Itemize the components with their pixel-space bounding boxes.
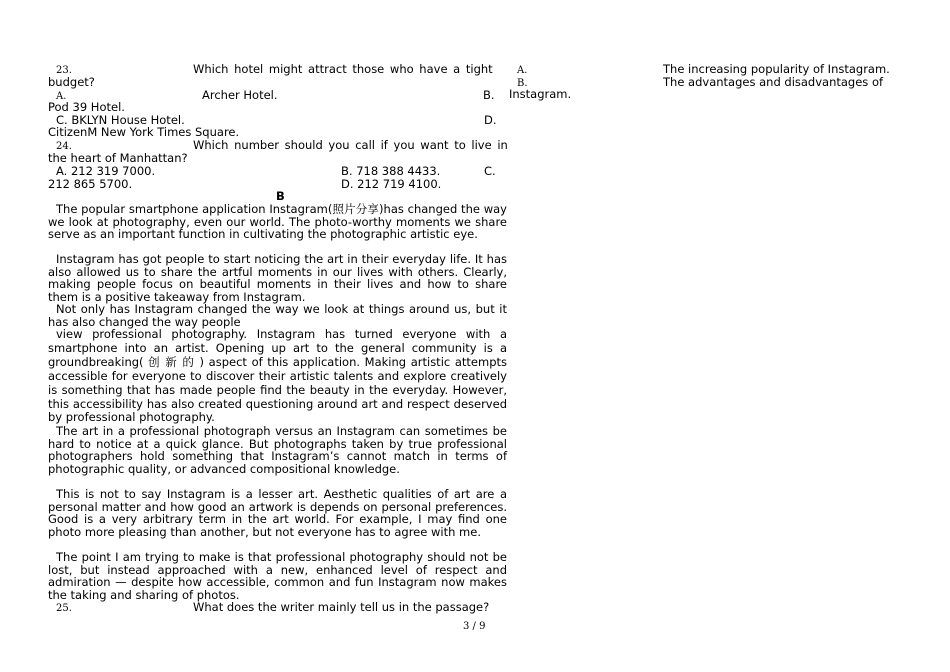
q23-stem-line2: budget? <box>48 75 95 89</box>
q25-option-a-label: A. <box>517 65 528 76</box>
page-number: 3 / 9 <box>463 621 486 632</box>
q24-option-a: A. 212 319 7000. <box>56 164 156 178</box>
q25-option-b-text-line1: The advantages and disadvantages of <box>663 75 884 89</box>
section-b-title: B <box>276 189 285 203</box>
q23-option-d-text: CitizenM New York Times Square. <box>48 125 240 139</box>
q23-stem-line1: Which hotel might attract those who have a tight <box>193 62 493 76</box>
passage-paragraph-3: Not only has Instagram changed the way we look at things around us, but it has also changed the way people <box>48 302 507 329</box>
q23-option-a-text: Archer Hotel. <box>202 88 278 102</box>
q23-option-d-label: D. <box>484 113 497 127</box>
q24-stem-line1: Which number should you call if you want to live in <box>193 138 508 152</box>
q25-option-b-text-line2: Instagram. <box>509 87 572 101</box>
q23-option-b-label: B. <box>483 88 495 102</box>
q23-option-b-text: Pod 39 Hotel. <box>48 100 125 114</box>
q25-option-a-text: The increasing popularity of Instagram. <box>663 62 890 76</box>
q25-option-b-label: B. <box>517 78 528 89</box>
q24-stem-line2: the heart of Manhattan? <box>48 151 188 165</box>
q24-option-c-label: C. <box>484 164 496 178</box>
q24-option-b: B. 718 388 4433. <box>341 164 441 178</box>
passage-paragraph-1: The popular smartphone application Instagram(照片分享)has changed the way we look at photography, even our world. The photo-worthy moments we share serve as an important function in cultivating the photographic artistic eye. <box>48 202 507 242</box>
passage-paragraph-6: This is not to say Instagram is a lesser art. Aesthetic qualities of art are a personal matter and how good an artwork is depends on personal preferences. Good is a very arbitrary term in the art world. For example, I may find one photo more pleasing than another, but not everyone has to agree with me. <box>48 487 507 539</box>
q24-option-d: D. 212 719 4100. <box>341 177 442 191</box>
q24-number: 24. <box>56 141 72 152</box>
q23-option-c: C. BKLYN House Hotel. <box>56 113 185 127</box>
passage-paragraph-7: The point I am trying to make is that professional photography should not be lost, but instead approached with a new, enhanced level of respect and admiration — despite how accessible, common and fun Instagram now makes the taking and sharing of photos. <box>48 550 507 602</box>
q23-number: 23. <box>56 65 72 76</box>
passage-paragraph-5: The art in a professional photograph versus an Instagram can sometimes be hard to notice at a quick glance. But photographs taken by true professional photographers hold something that Instagram’s cannot match in terms of photographic quality, or advanced compositional knowledge. <box>48 424 507 476</box>
q23-option-a-label: A. <box>56 91 67 102</box>
q25-stem: What does the writer mainly tell us in the passage? <box>193 600 490 614</box>
q24-option-c-text: 212 865 5700. <box>48 177 133 191</box>
passage-paragraph-2: Instagram has got people to start noticing the art in their everyday life. It has also allowed us to share the artful moments in our lives with others. Clearly, making people focus on beautiful moments in their lives and how to share them is a positive takeaway from Instagram. <box>48 252 507 304</box>
passage-paragraph-4: view professional photography. Instagram has turned everyone with a smartphone into an artist. Opening up art to the general community is a groundbreaking( 创 新 的 ) aspect of this application. Making artistic attempts accessible for everyone to discover their artistic talents and explore creatively is something that has made people find the beauty in the everyday. However, this accessibility has also created questioning around art and respect deserved by professional photography. <box>48 327 507 425</box>
q25-number: 25. <box>56 603 72 614</box>
